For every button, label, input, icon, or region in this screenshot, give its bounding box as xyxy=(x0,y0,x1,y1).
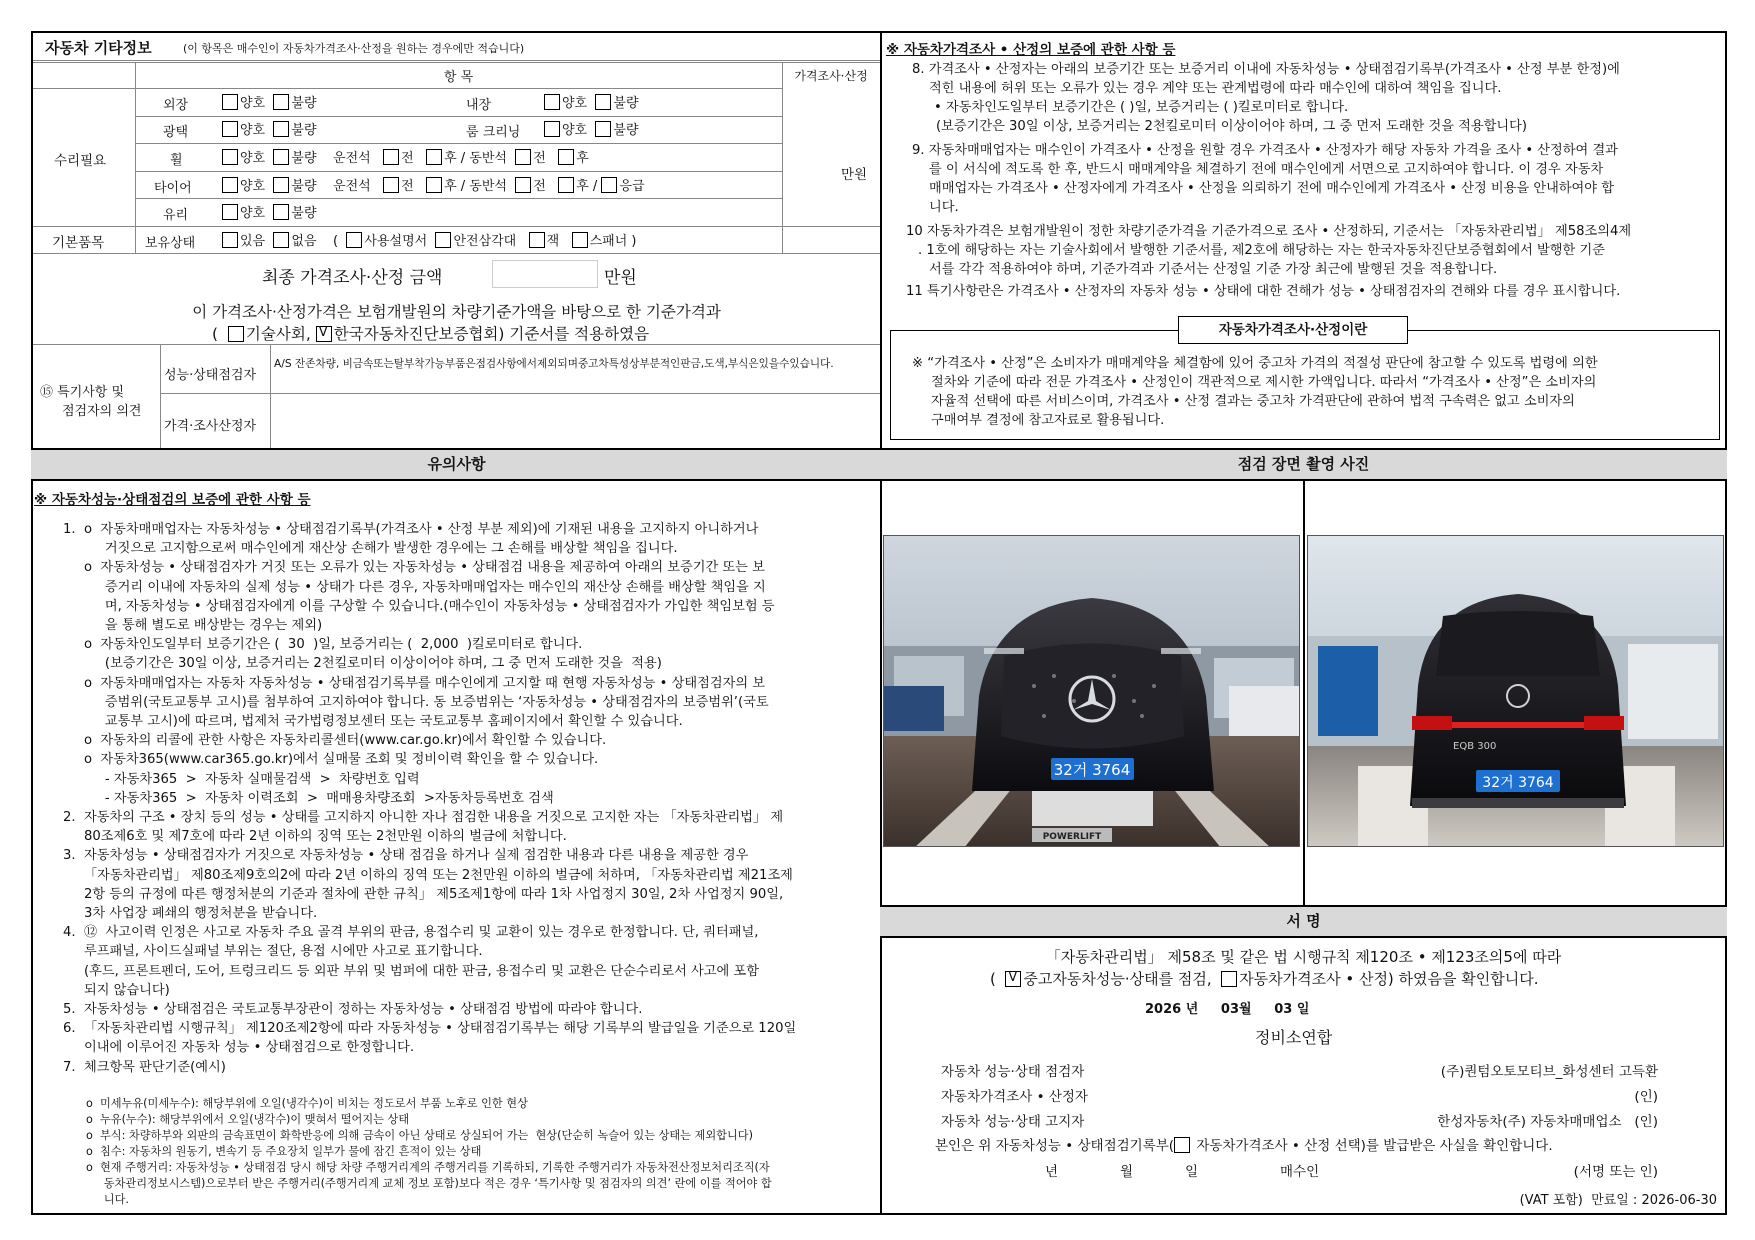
buyer-date-year: 년 xyxy=(1045,1164,1059,1180)
buyer-date-month: 월 xyxy=(1120,1164,1134,1180)
tire-passenger-rear-checkbox[interactable] xyxy=(558,177,574,193)
basis-kadia-checkbox[interactable] xyxy=(316,326,332,342)
final-price-label: 최종 가격조사·산정 금액 xyxy=(262,268,443,288)
gloss-label: 광택 xyxy=(163,125,189,140)
room-cleaning-label: 룸 크리닝 xyxy=(466,125,521,140)
special-notes-label-2: 점검자의 의견 xyxy=(62,404,142,419)
notes-line: o 자동차의 리콜에 관한 사항은 자동차리콜센터(www.car.go.kr)에서 확인할 수 있습니다. xyxy=(63,733,607,749)
signature-header: 서 명 xyxy=(880,905,1727,938)
rear-plate: 32거 3764 xyxy=(1482,775,1554,791)
info-subtitle: (이 항목은 매수인이 자동차가격조사·산정을 원하는 경우에만 적습니다) xyxy=(183,42,525,55)
notes-line: (후드, 프론트펜더, 도어, 트렁크리드 등 외판 부위 및 범퍼에 대한 판금, 용접수리 및 교환은 단순수리로서 사고에 포함 xyxy=(63,963,759,979)
notes-small-line: 동차관리정보시스템)으로부터 받은 주행거리(주행거리계 교체 정보 포함)보다 적은 경우 ‘특기사항 및 점검자의 의견’ 란에 이를 적어야 합 xyxy=(86,1177,772,1190)
gloss-check[interactable]: 양호 불량 xyxy=(222,119,317,138)
glass-good-checkbox[interactable] xyxy=(222,204,238,220)
notes-line: o 자동차매매업자는 자동차 자동차성능 • 상태점검기록부를 매수인에게 고지할 때 현행 자동차성능 • 상태점검자의 보 xyxy=(63,675,766,691)
rear-photo xyxy=(1307,535,1724,847)
owned-label: 보유상태 xyxy=(145,236,196,251)
notes-line: 증거리 이내에 자동차의 실제 성능 • 상태가 다른 경우, 자동차매매업자는 매수인의 재산상 손해를 배상할 책임을 지 xyxy=(63,579,766,595)
tire-driver-rear-checkbox[interactable] xyxy=(426,177,442,193)
final-price-input[interactable] xyxy=(492,260,598,288)
notes-line: 4. ⑫ 사고이력 인정은 사고로 자동차 주요 골격 부위의 판금, 용접수리 및 교환이 있는 경우로 한정합니다. 단, 쿼터패널, xyxy=(63,925,759,941)
notes-line: o 자동차365(www.car365.go.kr)에서 실매물 조회 및 정비이력 확인을 할 수 있습니다. xyxy=(63,752,599,768)
room-check[interactable]: 양호 불량 xyxy=(544,119,639,138)
tire-bad-checkbox[interactable] xyxy=(273,177,289,193)
buyer-date-day: 일 xyxy=(1185,1164,1199,1180)
guarantee-item-8: 8. 가격조사 • 산정자는 아래의 보증기간 또는 보증거리 이내에 자동차성능 • 상태점검기록부(가격조사 • 산정 부분 한정)에 적힌 내용에 허위 또는 오류가 있는 경우 계약 또는 관계법령에 따라 매수인에 대하여 책임을 집니다. • 자동차인도일부터 보증기간은 ( )일, 보증거리는 ( )킬로미터로 합니다. (보증기간은 30일 이상, 보증거리는 2천킬로미터 이상이어야 하며, 그 중 먼저 도래한 것을 적용합니다) xyxy=(912,62,1620,134)
interior-good-checkbox[interactable] xyxy=(544,94,560,110)
notes-line: 「자동차관리법」 제80조제9호의2에 따라 2년 이하의 징역 또는 2천만원 이하의 벌금에 처하며, 「자동차관리법 제21조제 xyxy=(63,867,793,883)
expiry-date: (VAT 포함) 만료일 : 2026-06-30 xyxy=(1519,1193,1717,1208)
notes-line: 80조제6호 및 제7호에 따라 2년 이하의 징역 또는 2천만원 이하의 벌금에 처합니다. xyxy=(63,829,567,845)
notes-line: 2. 자동차의 구조 • 장치 등의 성능 • 상태를 고지하지 아니한 자나 점검한 내용을 거짓으로 고지한 자는 「자동차관리법」 제 xyxy=(63,810,784,826)
signature-law-line: 「자동차관리법」 제58조 및 같은 법 시행규칙 제120조 • 제123조의5에 따라 xyxy=(1045,948,1562,966)
basis-engineering-checkbox[interactable] xyxy=(228,326,244,342)
buyer-sign: (서명 또는 인) xyxy=(1573,1164,1658,1180)
gloss-bad-checkbox[interactable] xyxy=(273,121,289,137)
notes-line: o 자동차성능 • 상태점검자가 거짓 또는 오류가 있는 자동차성능 • 상태점검 내용을 제공하여 아래의 보증기간 또는 보 xyxy=(63,560,765,576)
notes-line: 3. 자동차성능 • 상태점검자가 거짓으로 자동차성능 • 상태 점검을 하거나 실제 점검한 내용과 다른 내용을 제공한 경우 xyxy=(63,848,749,864)
notes-line: - 자동차365 > 자동차 실매물검색 > 차량번호 입력 xyxy=(63,771,420,787)
rear-car-image xyxy=(1308,536,1724,847)
notes-line: 증범위(국토교통부 고시)를 첨부하여 고지하여야 합니다. 동 보증범위는 ‘자동차성능 • 상태점검자의 보증범위’(국토 xyxy=(63,694,769,710)
basic-items-label: 기본품목 xyxy=(52,235,105,251)
receipt-confirm: 본인은 위 자동차성능 • 상태점검기록부( 자동차가격조사 • 산정 선택)를 발급받은 사실을 확인합니다. xyxy=(935,1138,1553,1154)
signature-confirm-line: ( V 중고자동차성능·상태를 점검, 자동차가격조사 • 산정) 하였음을 확인합니다. xyxy=(990,968,1539,989)
notes-line: (보증기간은 30일 이상, 보증거리는 2천킬로미터 이상이어야 하며, 그 중 먼저 도래한 것을 적용) xyxy=(63,656,662,672)
price-appraisal-checkbox[interactable] xyxy=(1221,971,1237,987)
notes-small-lines xyxy=(86,1096,882,1208)
appraiser-label: 자동차가격조사 • 산정자 xyxy=(941,1089,1088,1105)
notes-line: 교통부 고시)에 따르며, 법제처 국가법령정보센터 또는 국토교통부 홈페이지에서 확인할 수 있습니다. xyxy=(63,714,683,730)
room-bad-checkbox[interactable] xyxy=(595,121,611,137)
price-unit: 만원 xyxy=(841,167,868,183)
tire-check[interactable]: 양호 불량 운전석 전 후 / 동반석 전 후 / 응급 xyxy=(222,175,645,194)
used-car-inspection-checkbox[interactable] xyxy=(1005,971,1021,987)
photos-header: 점검 장면 촬영 사진 xyxy=(880,448,1727,481)
notes-line: 루프패널, 사이드실패널 부위는 절단, 용접 시에만 사고로 표기합니다. xyxy=(63,944,483,960)
inspector-opinion-label: 성능·상태점검자 xyxy=(164,368,257,383)
info-title: 자동차 기타정보 xyxy=(45,39,152,57)
guarantee-title: ※ 자동차가격조사 • 산정의 보증에 관한 사항 등 xyxy=(886,42,1176,58)
notes-small-line: o 누유(누수): 해당부위에서 오일(냉각수)이 맺혀서 떨어지는 상태 xyxy=(86,1113,410,1126)
notes-line: 거짓으로 고지함으로써 매수인에게 재산상 손해가 발생한 경우에는 그 손해를 배상할 책임을 집니다. xyxy=(63,541,678,557)
notes-line: 6. 「자동차관리법 시행규칙」 제120조제2항에 따라 자동차성능 • 상태점검기록부는 해당 기록부의 발급일을 기준으로 120일 xyxy=(63,1021,797,1037)
wheel-passenger-rear-checkbox[interactable] xyxy=(558,149,574,165)
basis-choice: ( 기술사회, V 한국자동차진단보증협회) 기준서를 적용하였음 xyxy=(212,322,649,344)
tire-good-checkbox[interactable] xyxy=(222,177,238,193)
signature-org: 정비소연합 xyxy=(1255,1028,1333,1047)
tire-passenger-front-checkbox[interactable] xyxy=(515,177,531,193)
notes-small-line: o 현재 주행거리: 자동차성능 • 상태점검 당시 해당 차량 주행거리계의 주행거리를 기록하되, 기록한 주행거리가 자동차전산정보처리조직(자 xyxy=(86,1161,770,1174)
notes-small-line: o 침수: 자동차의 원동기, 변속기 등 주요장치 일부가 물에 잠긴 흔적이 있는 상태 xyxy=(86,1145,482,1158)
manual-checkbox[interactable] xyxy=(346,232,362,248)
signature-date: 2026 년 03월 03 일 xyxy=(1145,1002,1310,1017)
guarantee-item-9: 9. 자동차매매업자는 매수인이 가격조사 • 산정을 원할 경우 가격조사 • 산정자가 해당 자동차 가격을 조사 • 산정하여 결과 를 이 서식에 적도록 한 후, 반드시 매매계약을 체결하기 전에 매수인에게 서면으로 고지하여야 합니다. 이 경우 자동차 매매업자는 가격조사 • 산정자에게 가격조사 • 산정을 의뢰하기 전에 매수인에게 가격조사 • 산정 비용을 안내하여야 합 니다. xyxy=(912,143,1618,215)
exterior-bad-checkbox[interactable] xyxy=(273,94,289,110)
appraiser-opinion-label: 가격·조사산정자 xyxy=(164,419,257,434)
exterior-label: 외장 xyxy=(163,98,189,113)
exterior-check[interactable]: 양호 불량 xyxy=(222,92,317,111)
spanner-checkbox[interactable] xyxy=(572,232,588,248)
notes-line: 을 통해 별도로 배상받는 경우는 제외) xyxy=(63,618,323,634)
guarantee-item-10: 10 자동차가격은 보험개발원이 정한 차량기준가격을 기준가격으로 조사 • 산정하되, 기준서는 「자동차관리법」 제58조의4제 . 1호에 해당하는 자는 기술사회에서 발행한 기준서를, 제2호에 해당하는 자는 한국자동차진단보증협회에서 발행한 기준 서를 각각 적용하여야 하며, 기준가격과 기준서는 산정일 기준 가장 최근에 발행된 것을 적용합니다. xyxy=(906,224,1632,277)
wheel-good-checkbox[interactable] xyxy=(222,149,238,165)
notifier-label: 자동차 성능·상태 고지자 xyxy=(941,1114,1085,1130)
notes-line: 7. 체크항목 판단기준(예시) xyxy=(63,1059,226,1075)
tire-emergency-checkbox[interactable] xyxy=(601,177,617,193)
wheel-bad-checkbox[interactable] xyxy=(273,149,289,165)
final-price-unit: 만원 xyxy=(604,268,637,288)
notes-line: 되지 않습니다) xyxy=(63,982,170,998)
front-car-image xyxy=(884,536,1300,847)
definition-title: 자동차가격조사·산정이란 xyxy=(1178,316,1408,344)
notes-lines xyxy=(63,520,879,1077)
appraiser-seal: (인) xyxy=(1634,1089,1658,1105)
wheel-driver-rear-checkbox[interactable] xyxy=(426,149,442,165)
rear-badge: EQB 300 xyxy=(1453,741,1497,752)
interior-check[interactable]: 양호 불량 xyxy=(544,92,639,111)
inspector-value: (주)퀀텀오토모티브_화성센터 고득환 xyxy=(1440,1064,1658,1080)
notes-title: ※ 자동차성능·상태점검의 보증에 관한 사항 등 xyxy=(34,492,311,508)
inspector-label: 자동차 성능·상태 점검자 xyxy=(941,1064,1085,1080)
notes-line: o 자동차인도일부터 보증기간은 ( 30 )일, 보증거리는 ( 2,000 )킬로미터로 합니다. xyxy=(63,637,583,653)
glass-check[interactable]: 양호 불량 xyxy=(222,202,317,221)
wheel-check[interactable]: 양호 불량 운전석 전 후 / 동반석 전 후 xyxy=(222,147,589,166)
lift-brand: POWERLIFT xyxy=(1042,832,1102,842)
basis-line: 이 가격조사·산정가격은 보험개발원의 차량기준가액을 바탕으로 한 기준가격과 xyxy=(192,303,721,321)
notes-small-line: 니다. xyxy=(86,1193,129,1206)
notes-line: 2항 등의 규정에 따른 행정처분의 기준과 절차에 관한 규칙」 제5조제1항에 따라 1차 사업정지 30일, 2차 사업정지 90일, xyxy=(63,886,784,902)
triangle-checkbox[interactable] xyxy=(435,232,451,248)
notes-line: 5. 자동차성능 • 상태점검은 국토교통부장관이 정하는 자동차성능 • 상태점검 방법에 따라야 합니다. xyxy=(63,1002,643,1018)
room-good-checkbox[interactable] xyxy=(544,121,560,137)
interior-bad-checkbox[interactable] xyxy=(595,94,611,110)
col-item-header: 항 목 xyxy=(443,70,474,85)
wheel-passenger-front-checkbox[interactable] xyxy=(515,149,531,165)
jack-checkbox[interactable] xyxy=(529,232,545,248)
tire-label: 타이어 xyxy=(154,181,192,196)
info-title-row xyxy=(33,33,880,61)
gloss-good-checkbox[interactable] xyxy=(222,121,238,137)
notes-line: 며, 자동차성능 • 상태점검자에게 이를 구상할 수 있습니다.(매수인이 자동차성능 • 상태점검자가 가입한 책임보험 등 xyxy=(63,598,775,614)
notes-small-line: o 미세누유(미세누수): 해당부위에 오일(냉각수)이 비치는 정도로서 부품 노후로 인한 현상 xyxy=(86,1097,528,1110)
appraisal-select-checkbox[interactable] xyxy=(1174,1137,1190,1153)
wheel-driver-front-checkbox[interactable] xyxy=(383,149,399,165)
notes-header: 유의사항 xyxy=(31,448,882,481)
notifier-value: 한성자동차(주) 자동차매매업소 (인) xyxy=(1437,1114,1658,1130)
repair-label: 수리필요 xyxy=(54,153,107,169)
owned-check[interactable]: 있음 없음 ( 사용설명서 안전삼각대 잭 스패너 ) xyxy=(222,230,637,249)
owned-no-checkbox[interactable] xyxy=(273,232,289,248)
front-plate: 32거 3764 xyxy=(1053,761,1131,779)
buyer-label: 매수인 xyxy=(1280,1164,1320,1180)
wheel-label: 휠 xyxy=(170,153,183,168)
notes-line: 1. o 자동차매매업자는 자동차성능 • 상태점검기록부(가격조사 • 산정 부분 제외)에 기재된 내용을 고지하지 아니하거나 xyxy=(63,522,759,537)
notes-line: 이내에 이루어진 자동차 성능 • 상태점검으로 한정합니다. xyxy=(63,1040,415,1056)
definition-text: ※ “가격조사 • 산정”은 소비자가 매매계약을 체결함에 있어 중고차 가격의 적절성 판단에 참고할 수 있도록 법령에 의한 절차와 기준에 따라 전문 가격조사 • 산정인이 객관적으로 제시한 가액입니다. 따라서 “가격조사 • 산정”은 소비자의 자율적 선택에 따른 서비스이며, 가격조사 • 산정 결과는 중고차 가격판단에 관하여 법적 구속력은 없고 소비자의 구매여부 결정에 참고자료로 활용됩니다. xyxy=(912,356,1598,428)
col-price-header: 가격조사·산정 xyxy=(794,69,868,83)
notes-small-line: o 부식: 차량하부와 외판의 금속표면이 화학반응에 의해 금속이 아닌 상태로 상실되어 가는 현상(단순히 녹슬어 있는 상태는 제외합니다) xyxy=(86,1129,753,1142)
owned-yes-checkbox[interactable] xyxy=(222,232,238,248)
glass-label: 유리 xyxy=(163,208,189,223)
front-photo xyxy=(883,535,1300,847)
notes-line: 3차 사업장 폐쇄의 행정처분을 받습니다. xyxy=(63,906,318,922)
exterior-good-checkbox[interactable] xyxy=(222,94,238,110)
inspector-opinion-text: A/S 잔존차량, 비금속또는탈부착가능부품은점검사항에서제외되며중고차특성상부분적인판금,도색,부식은있을수있습니다. xyxy=(274,358,834,370)
interior-label: 내장 xyxy=(466,98,492,113)
notes-line: - 자동차365 > 자동차 이력조회 > 매매용차량조회 >자동차등록번호 검색 xyxy=(63,790,554,806)
guarantee-item-11: 11 특기사항란은 가격조사 • 산정자의 자동차 성능 • 상태에 대한 견해가 성능 • 상태점검자의 견해와 다를 경우 표시합니다. xyxy=(906,284,1621,299)
glass-bad-checkbox[interactable] xyxy=(273,204,289,220)
tire-driver-front-checkbox[interactable] xyxy=(383,177,399,193)
special-notes-label-1: ⑮ 특기사항 및 xyxy=(40,385,125,400)
